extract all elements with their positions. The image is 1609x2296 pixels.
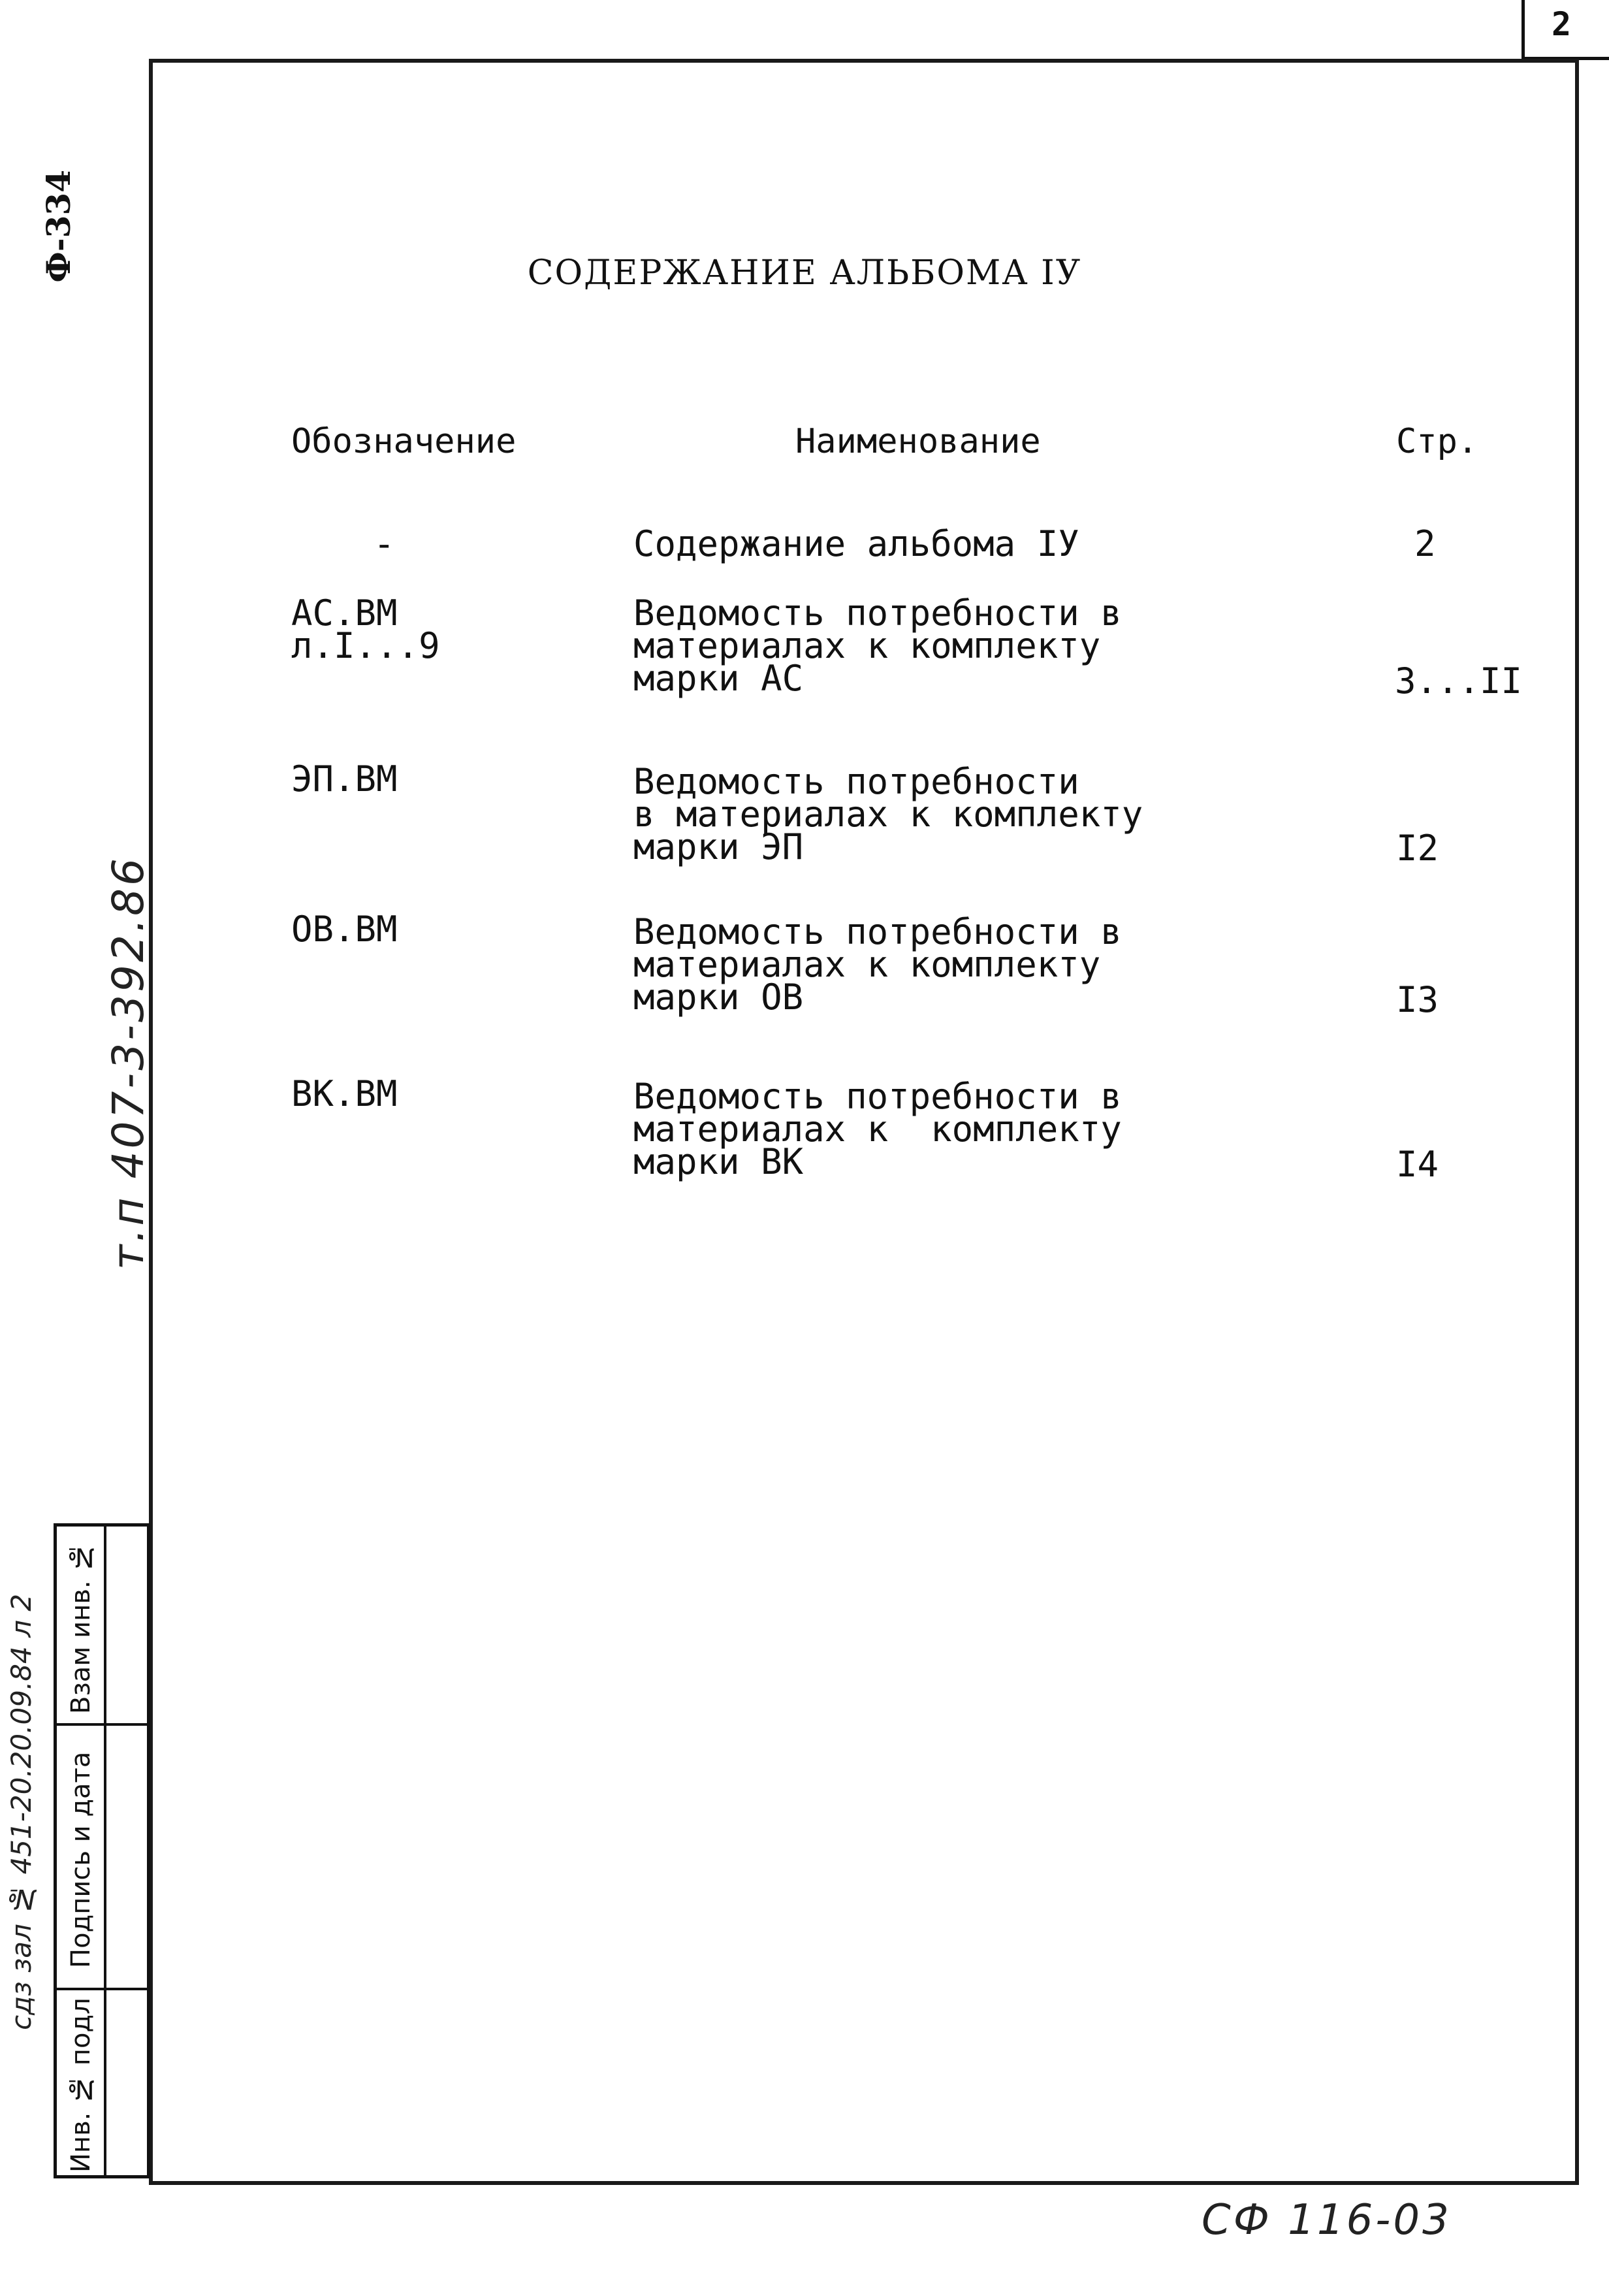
- row-name: материалах к комплекту: [633, 1108, 1122, 1150]
- row-name: Ведомость потребности в: [633, 911, 1122, 952]
- stamp-label-inv-podl: Инв. № подл: [66, 1997, 96, 2173]
- row-page: 2: [1414, 523, 1436, 564]
- row-name: марки ВК: [633, 1141, 804, 1182]
- row-name: Содержание альбома IУ: [633, 523, 1079, 564]
- row-name: в материалах к комплекту: [633, 794, 1143, 835]
- row-name: материалах к комплекту: [633, 625, 1101, 666]
- row-designation: ЭП.ВМ: [291, 758, 398, 800]
- document-code: Ф-334: [39, 170, 78, 283]
- row-name: Ведомость потребности: [633, 761, 1079, 802]
- row-name: марки АС: [633, 658, 804, 699]
- row-page: I3: [1396, 979, 1439, 1020]
- stamp-label-signature-date: Подпись и дата: [66, 1751, 96, 1968]
- row-page: I2: [1396, 828, 1439, 869]
- row-designation-sub: л.I...9: [291, 625, 440, 666]
- stamp-table: [54, 1523, 150, 2178]
- series-handwritten: т.п 407-3-392.86: [103, 856, 153, 1270]
- row-page: 3...II: [1395, 660, 1523, 702]
- row-designation: -: [374, 523, 395, 564]
- row-designation: АС.ВМ: [291, 592, 398, 634]
- stamp-label-vzam-inv: Взам инв. №: [66, 1542, 96, 1714]
- row-name: материалах к комплекту: [633, 944, 1101, 985]
- row-page: I4: [1396, 1144, 1439, 1185]
- row-designation: ОВ.ВМ: [291, 909, 398, 950]
- row-name: Ведомость потребности в: [633, 1076, 1122, 1117]
- header-name: Наименование: [795, 422, 1041, 461]
- header-page: Стр.: [1396, 422, 1478, 461]
- page-number: 2: [1552, 5, 1572, 43]
- page-title: СОДЕРЖАНИЕ АЛЬБОМА IУ: [527, 253, 1082, 293]
- row-designation: ВК.ВМ: [291, 1073, 398, 1114]
- stamp-handwritten-note: сдз зал № 451-20.20.09.84 л 2: [5, 1594, 37, 2030]
- header-designation: Обозначение: [291, 422, 517, 461]
- row-name: марки ЭП: [633, 826, 804, 867]
- footer-code: СФ 116-03: [1202, 2196, 1452, 2244]
- row-name: Ведомость потребности в: [633, 592, 1122, 634]
- row-name: марки ОВ: [633, 977, 804, 1018]
